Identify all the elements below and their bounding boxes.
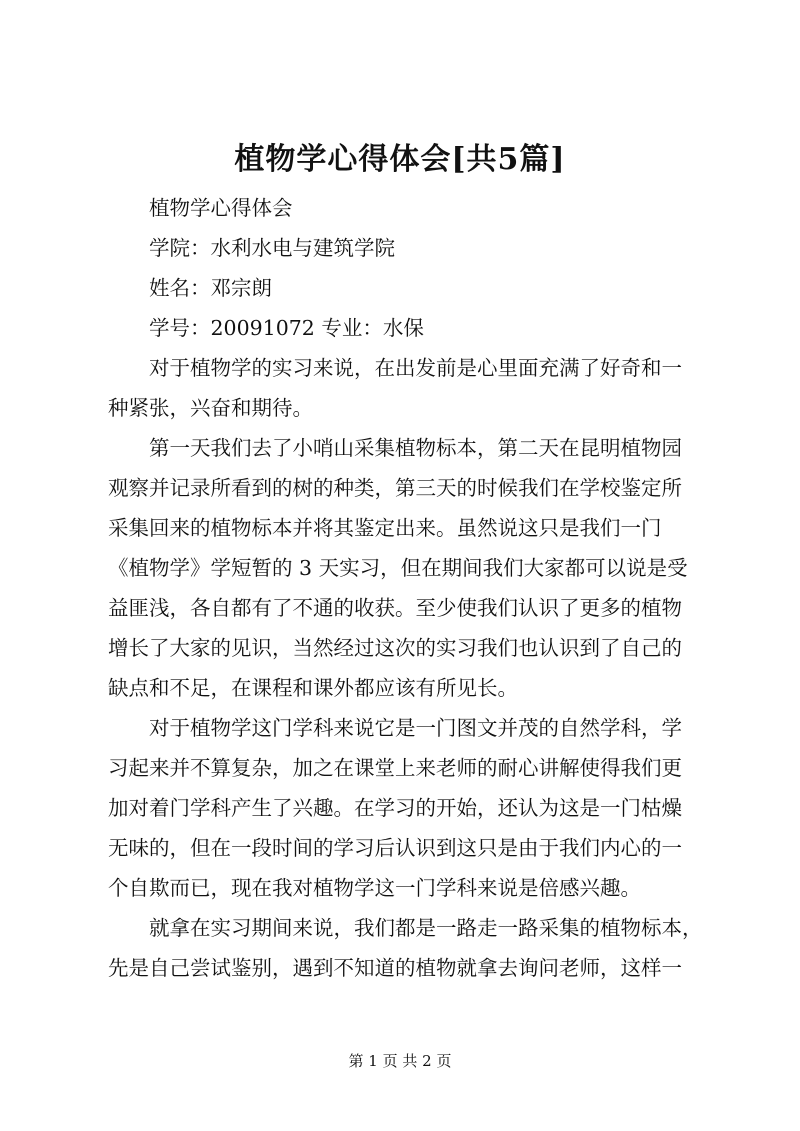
paragraph-line: 无味的，但在一段时间的学习后认识到这只是由于我们内心的一 (108, 836, 682, 860)
paragraph-line: 习起来并不算复杂，加之在课堂上来老师的耐心讲解使得我们更 (108, 756, 682, 780)
document-body (108, 188, 704, 988)
paragraph-line: 对于植物学这门学科来说它是一门图文并茂的自然学科，学 (149, 716, 682, 740)
paragraph-line: 就拿在实习期间来说，我们都是一路走一路采集的植物标本， (149, 916, 703, 940)
paragraph-line: 先是自己尝试鉴别，遇到不知道的植物就拿去询问老师，这样一 (108, 956, 682, 980)
paragraph-line: 种紧张，兴奋和期待。 (108, 396, 313, 420)
subtitle-line: 植物学心得体会 (149, 196, 293, 220)
page-footer: 第 1 页 共 2 页 (348, 1052, 452, 1070)
name-line: 姓名：邓宗朗 (149, 276, 272, 300)
paragraph-line: 个自欺而已，现在我对植物学这一门学科来说是倍感兴趣。 (108, 876, 641, 900)
college-line: 学院：水利水电与建筑学院 (149, 236, 395, 260)
paragraph-line: 对于植物学的实习来说，在出发前是心里面充满了好奇和一 (149, 356, 682, 380)
document-title: 植物学心得体会[共5篇] (234, 142, 566, 177)
paragraph-line: 采集回来的植物标本并将其鉴定出来。虽然说这只是我们一门 (108, 516, 662, 540)
paragraph-line: 增长了大家的见识，当然经过这次的实习我们也认识到了自己的 (108, 636, 682, 660)
paragraph-line: 缺点和不足，在课程和课外都应该有所见长。 (108, 676, 518, 700)
student-id-line: 学号：20091072 专业：水保 (149, 316, 424, 340)
paragraph-line: 《植物学》学短暂的 3 天实习，但在期间我们大家都可以说是受 (108, 556, 688, 580)
paragraph-line: 观察并记录所看到的树的种类，第三天的时候我们在学校鉴定所 (108, 476, 682, 500)
paragraph-line: 第一天我们去了小哨山采集植物标本，第二天在昆明植物园 (149, 436, 682, 460)
paragraph-line: 益匪浅，各自都有了不通的收获。至少使我们认识了更多的植物 (108, 596, 682, 620)
paragraph-line: 加对着门学科产生了兴趣。在学习的开始，还认为这是一门枯燥 (108, 796, 682, 820)
